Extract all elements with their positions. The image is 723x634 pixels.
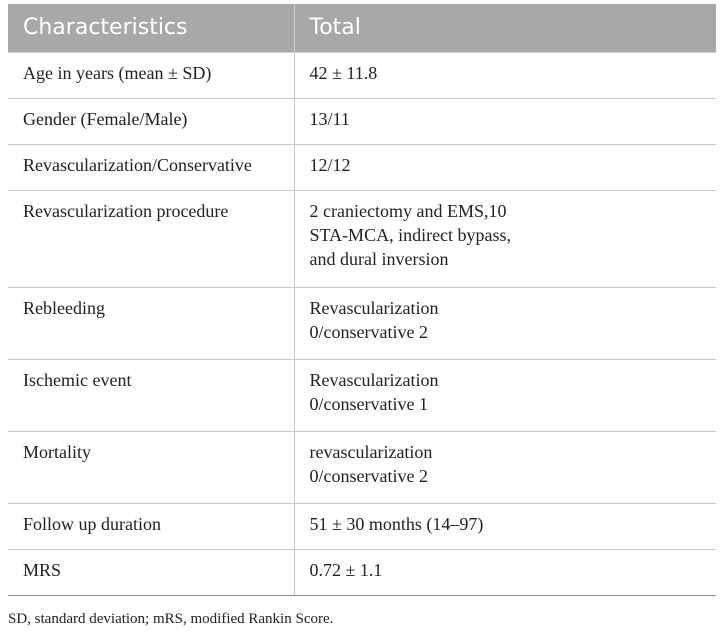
table-row [8, 52, 716, 98]
header-total: Total [294, 4, 716, 52]
table-row [8, 431, 716, 503]
cell-total: 12/12 [294, 144, 716, 190]
cell-characteristic: MRS [8, 549, 294, 595]
table-row [8, 98, 716, 144]
header-characteristics: Characteristics [8, 4, 294, 52]
table-footnote: SD, standard deviation; mRS, modified Rankin Score. [8, 610, 334, 627]
cell-characteristic: Gender (Female/Male) [8, 98, 294, 144]
table-row [8, 359, 716, 431]
cell-total: Revascularization 0/conservative 2 [294, 287, 716, 359]
cell-characteristic: Ischemic event [8, 359, 294, 431]
cell-characteristic: Revascularization procedure [8, 190, 294, 287]
table-container [8, 4, 716, 628]
cell-characteristic: Follow up duration [8, 503, 294, 549]
table-row [8, 549, 716, 595]
cell-total: Revascularization 0/conservative 1 [294, 359, 716, 431]
cell-total: 51 ± 30 months (14–97) [294, 503, 716, 549]
table-row [8, 287, 716, 359]
cell-total: 2 craniectomy and EMS,10 STA-MCA, indirect bypass, and dural inversion [294, 190, 716, 287]
characteristics-table [8, 4, 716, 596]
cell-characteristic: Rebleeding [8, 287, 294, 359]
cell-characteristic: Revascularization/Conservative [8, 144, 294, 190]
cell-total: 13/11 [294, 98, 716, 144]
cell-characteristic: Mortality [8, 431, 294, 503]
table-row [8, 144, 716, 190]
cell-total: revascularization 0/conservative 2 [294, 431, 716, 503]
table-row [8, 190, 716, 287]
cell-total: 42 ± 11.8 [294, 52, 716, 98]
cell-characteristic: Age in years (mean ± SD) [8, 52, 294, 98]
table-row [8, 503, 716, 549]
cell-total: 0.72 ± 1.1 [294, 549, 716, 595]
table-header-row [8, 4, 716, 52]
